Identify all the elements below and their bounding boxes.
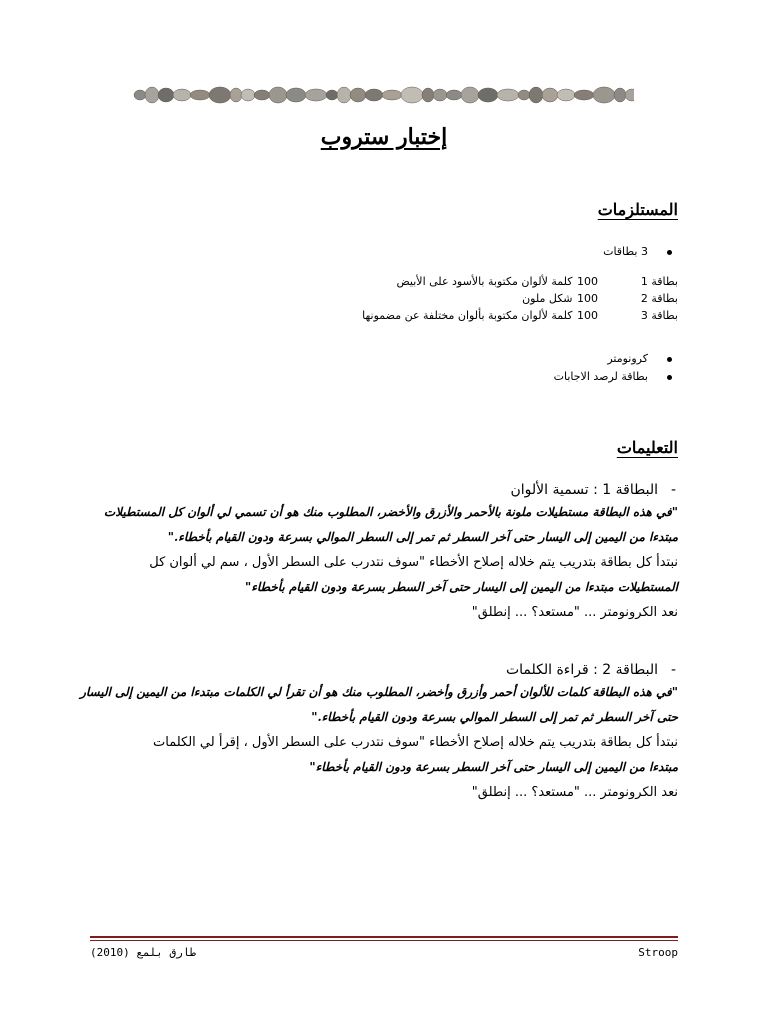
- pebble-shape: [478, 88, 498, 102]
- pebble-shape: [433, 89, 447, 101]
- pebble-shape: [269, 87, 287, 103]
- card-text: كلمة لألوان مكتوبة بالأسود على الأبيض: [396, 275, 573, 288]
- pebble-shape: [145, 87, 159, 103]
- list-item: بطاقة لرصد الاجابات: [554, 368, 678, 386]
- instructions-heading: التعليمات: [616, 438, 678, 457]
- pebble-shape: [305, 89, 327, 101]
- pebble-shape: [401, 87, 423, 103]
- pebble-shape: [614, 88, 626, 102]
- list-item: كرونومتر: [554, 350, 678, 368]
- requirements-list-1: [603, 243, 678, 261]
- pebble-shape: [230, 88, 242, 102]
- footer-divider: [90, 936, 678, 941]
- card-row-2: [362, 290, 678, 307]
- instruction-line: "في هذه البطاقة مستطيلات ملونة بالأحمر والأزرق والأخضر، المطلوب منك هو أن تسمي لي ألوان كل المستطيلات: [103, 505, 678, 519]
- list-item: 3 بطاقات: [603, 243, 678, 261]
- instruction-line: المستطيلات مبتدءا من اليمين إلى اليسار حتى آخر السطر بسرعة ودون القيام بأخطاء": [244, 580, 678, 594]
- card-count: 100: [577, 292, 598, 305]
- pebble-shape: [593, 87, 615, 103]
- pebble-shape: [382, 90, 402, 100]
- card-label: بطاقة 3: [640, 309, 678, 322]
- section-title: - البطاقة 1 : تسمية الألوان: [58, 480, 678, 500]
- pebble-shape: [422, 88, 434, 102]
- pebble-shape: [326, 90, 338, 100]
- pebble-shape: [625, 89, 634, 101]
- pebble-shape: [542, 88, 558, 102]
- pebble-shape: [158, 88, 174, 102]
- instruction-section-1: [58, 480, 678, 625]
- card-label: بطاقة 2: [640, 292, 678, 305]
- card-count: 100: [577, 309, 598, 322]
- pebble-shape: [461, 87, 479, 103]
- pebble-shape: [190, 90, 210, 100]
- pebble-shape: [241, 89, 255, 101]
- page-title: إختبار ستروب: [320, 124, 448, 150]
- card-count: 100: [577, 275, 598, 288]
- requirements-list-2: [554, 350, 678, 386]
- pebble-shape: [350, 88, 366, 102]
- pebble-shape: [134, 90, 146, 100]
- card-text: كلمة لألوان مكتوبة بألوان مختلفة عن مضمونها: [362, 309, 573, 322]
- cards-list: [362, 273, 678, 324]
- pebble-shape: [254, 90, 270, 100]
- instruction-line: نبتدأ كل بطاقة بتدريب يتم خلاله إصلاح الأخطاء "سوف نتدرب على السطر الأول ، سم لي ألوان كل: [149, 555, 678, 570]
- card-row-3: [362, 307, 678, 324]
- instruction-line: نبتدأ كل بطاقة بتدريب يتم خلاله إصلاح الأخطاء "سوف نتدرب على السطر الأول ، إقرأ لي الكلمات: [153, 735, 678, 750]
- pebble-shape: [173, 89, 191, 101]
- card-row-1: [362, 273, 678, 290]
- requirements-heading: المستلزمات: [597, 200, 678, 219]
- pebble-shape: [209, 87, 231, 103]
- pebble-shape: [286, 88, 306, 102]
- pebble-shape: [446, 90, 462, 100]
- footer-title: Stroop: [638, 946, 678, 959]
- pebble-shape: [497, 89, 519, 101]
- instruction-line: نعد الكرونومتر ... "مستعد؟ ... إنطلق": [471, 605, 678, 620]
- pebble-shape: [557, 89, 575, 101]
- card-text: شكل ملون: [522, 292, 573, 305]
- pebble-border-image: [130, 84, 634, 110]
- section-title: - البطاقة 2 : قراءة الكلمات: [58, 660, 678, 680]
- pebble-shape: [365, 89, 383, 101]
- card-label: بطاقة 1: [640, 275, 678, 288]
- instruction-section-2: [58, 660, 678, 805]
- pebble-shape: [337, 87, 351, 103]
- instruction-line: مبتدءا من اليمين إلى اليسار حتى آخر السطر ثم تمر إلى السطر الموالي بسرعة ودون القيام بأخطاء.": [167, 530, 678, 544]
- instruction-line: مبتدءا من اليمين إلى اليسار حتى آخر السطر بسرعة ودون القيام بأخطاء": [309, 760, 678, 774]
- pebble-shape: [518, 90, 530, 100]
- instruction-line: نعد الكرونومتر ... "مستعد؟ ... إنطلق": [471, 785, 678, 800]
- footer-author: طارق بلمع (2010): [90, 946, 196, 959]
- instruction-line: حتى آخر السطر ثم تمر إلى السطر الموالي بسرعة ودون القيام بأخطاء.": [311, 710, 678, 724]
- pebble-shape: [529, 87, 543, 103]
- instruction-line: "في هذه البطاقة كلمات للألوان أحمر وأزرق وأخضر، المطلوب منك هو أن تقرأ لي الكلمات مبتدءا من اليمين إلى اليسار: [80, 685, 678, 699]
- pebble-shape: [574, 90, 594, 100]
